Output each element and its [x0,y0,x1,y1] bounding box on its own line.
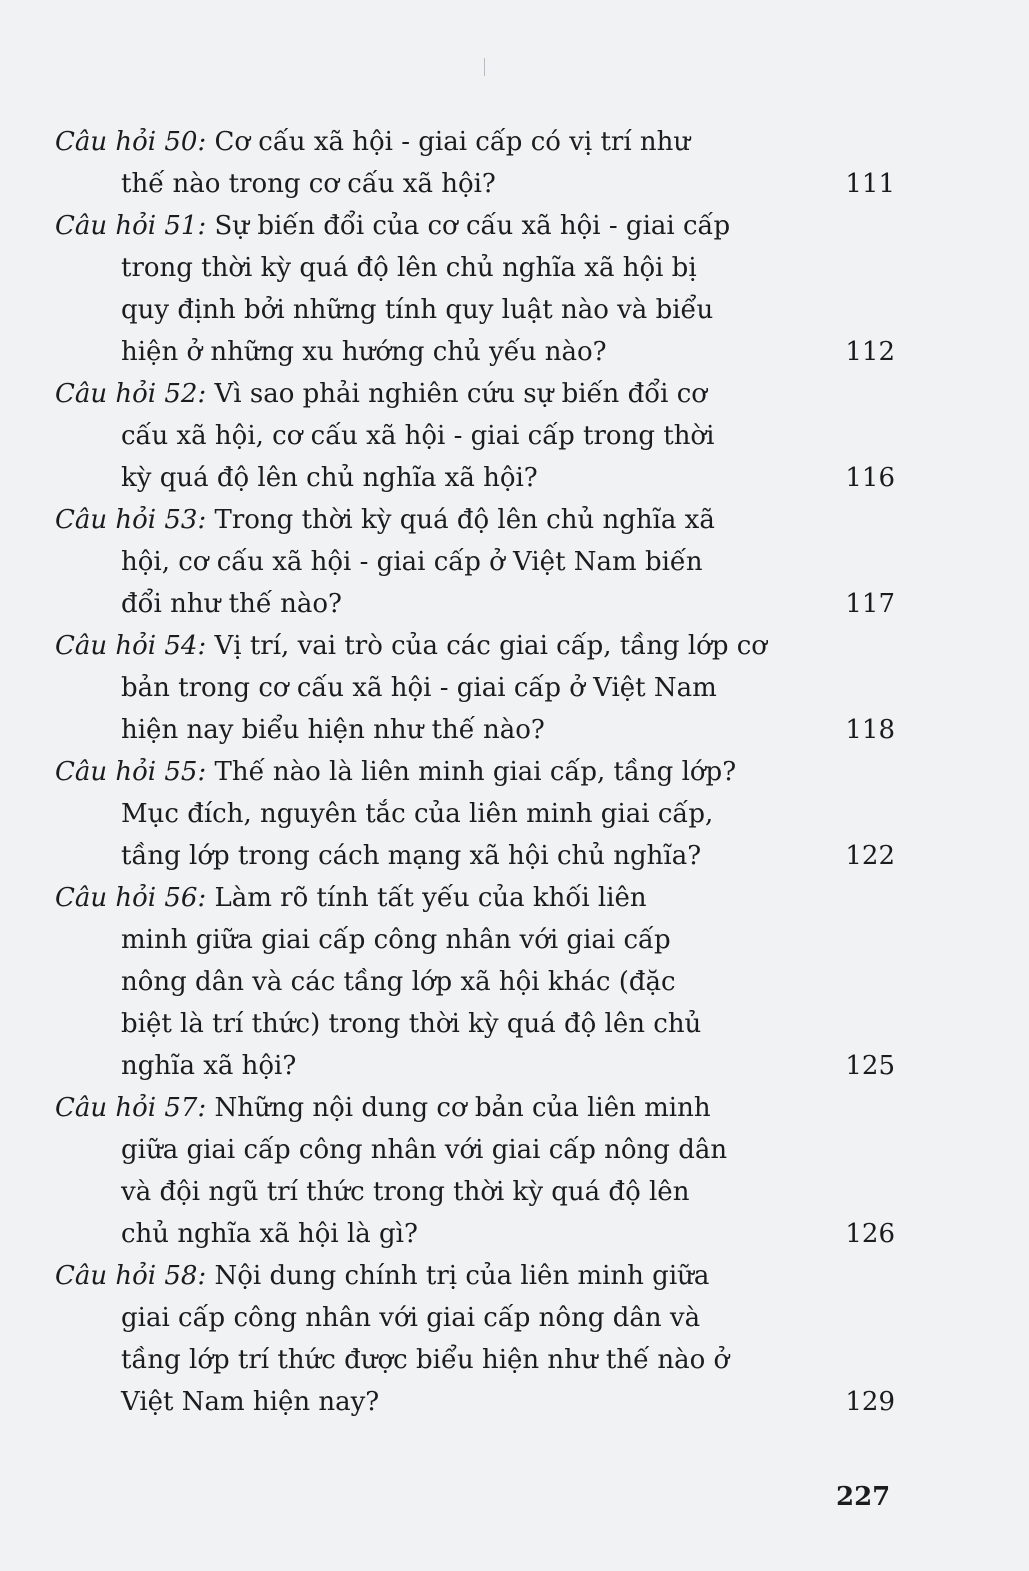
toc-page-number[interactable]: 118 [845,715,895,745]
question-text: Nội dung chính trị của liên minh giữa [206,1261,710,1291]
question-text: Thế nào là liên minh giai cấp, tầng lớp? [206,757,737,787]
toc-entry [55,205,895,373]
question-text-line: hiện nay biểu hiện như thế nào? [121,715,545,745]
question-label: Câu hỏi 55: [55,757,207,787]
toc-page-number[interactable]: 125 [845,1051,895,1081]
toc-page-number[interactable]: 126 [845,1219,895,1249]
toc-page-number[interactable]: 122 [845,841,895,871]
toc-entry-last-line [55,835,895,877]
question-text-line: minh giữa giai cấp công nhân với giai cấp [121,925,671,955]
question-text-line: bản trong cơ cấu xã hội - giai cấp ở Việt Nam [121,673,717,703]
toc-entry-last-line [55,583,895,625]
toc-entry [55,499,895,625]
question-text-line: đổi như thế nào? [121,589,342,619]
toc-entry [55,1255,895,1423]
question-text-line: nông dân và các tầng lớp xã hội khác (đặc [121,967,676,997]
question-text: Sự biến đổi của cơ cấu xã hội - giai cấp [206,211,731,241]
toc-entry-first-line [55,751,895,793]
question-text-line: giai cấp công nhân với giai cấp nông dân và [121,1303,701,1333]
question-label: Câu hỏi 54: [55,631,207,661]
question-text-line: thế nào trong cơ cấu xã hội? [121,169,496,199]
question-label: Câu hỏi 52: [55,379,207,409]
question-label: Câu hỏi 53: [55,505,207,535]
toc-entry [55,373,895,499]
question-text-line: Việt Nam hiện nay? [121,1387,380,1417]
question-text-line: kỳ quá độ lên chủ nghĩa xã hội? [121,463,538,493]
toc-entry-first-line [55,205,895,247]
question-label: Câu hỏi 58: [55,1261,207,1291]
question-text: Vì sao phải nghiên cứu sự biến đổi cơ [206,379,707,409]
question-label: Câu hỏi 51: [55,211,207,241]
question-text-line: Mục đích, nguyên tắc của liên minh giai cấp, [121,799,714,829]
question-label: Câu hỏi 57: [55,1093,207,1123]
toc-entry [55,877,895,1087]
question-text-line: giữa giai cấp công nhân với giai cấp nông dân [121,1135,728,1165]
toc-entry [55,625,895,751]
toc-entry-last-line [55,709,895,751]
table-of-contents [55,121,895,1423]
question-text-line: quy định bởi những tính quy luật nào và biểu [121,295,714,325]
question-text: Những nội dung cơ bản của liên minh [206,1093,711,1123]
question-label: Câu hỏi 50: [55,127,207,157]
toc-entry-first-line [55,373,895,415]
toc-entry [55,1087,895,1255]
toc-entry-last-line [55,457,895,499]
question-text-line: hiện ở những xu hướng chủ yếu nào? [121,337,607,367]
toc-page-number[interactable]: 111 [845,169,895,199]
toc-entry-last-line [55,163,895,205]
question-label: Câu hỏi 56: [55,883,207,913]
toc-entry-first-line [55,1087,895,1129]
question-text-line: và đội ngũ trí thức trong thời kỳ quá độ lên [121,1177,690,1207]
toc-entry-first-line [55,1255,895,1297]
question-text-line: cấu xã hội, cơ cấu xã hội - giai cấp trong thời [121,421,715,451]
question-text: Vị trí, vai trò của các giai cấp, tầng lớp cơ [206,631,767,661]
question-text-line: tầng lớp trong cách mạng xã hội chủ nghĩa? [121,841,702,871]
question-text: Cơ cấu xã hội - giai cấp có vị trí như [206,127,691,157]
toc-entry-last-line [55,1213,895,1255]
question-text-line: trong thời kỳ quá độ lên chủ nghĩa xã hội bị [121,253,697,283]
toc-entry-first-line [55,877,895,919]
toc-entry [55,121,895,205]
question-text-line: tầng lớp trí thức được biểu hiện như thế nào ở [121,1345,730,1375]
toc-page-number[interactable]: 117 [845,589,895,619]
toc-entry-first-line [55,121,895,163]
question-text-line: hội, cơ cấu xã hội - giai cấp ở Việt Nam biến [121,547,703,577]
toc-entry-first-line [55,499,895,541]
toc-entry [55,751,895,877]
toc-entry-last-line [55,1045,895,1087]
toc-entry-last-line [55,1381,895,1423]
question-text: Làm rõ tính tất yếu của khối liên [206,883,647,913]
question-text-line: chủ nghĩa xã hội là gì? [121,1219,418,1249]
page-number: 227 [836,1482,891,1512]
question-text: Trong thời kỳ quá độ lên chủ nghĩa xã [206,505,715,535]
toc-page-number[interactable]: 116 [845,463,895,493]
question-text-line: nghĩa xã hội? [121,1051,297,1081]
toc-page-number[interactable]: 112 [845,337,895,367]
toc-entry-last-line [55,331,895,373]
toc-page-number[interactable]: 129 [845,1387,895,1417]
question-text-line: biệt là trí thức) trong thời kỳ quá độ lên chủ [121,1009,702,1039]
toc-entry-first-line [55,625,895,667]
gutter-mark [484,58,485,76]
